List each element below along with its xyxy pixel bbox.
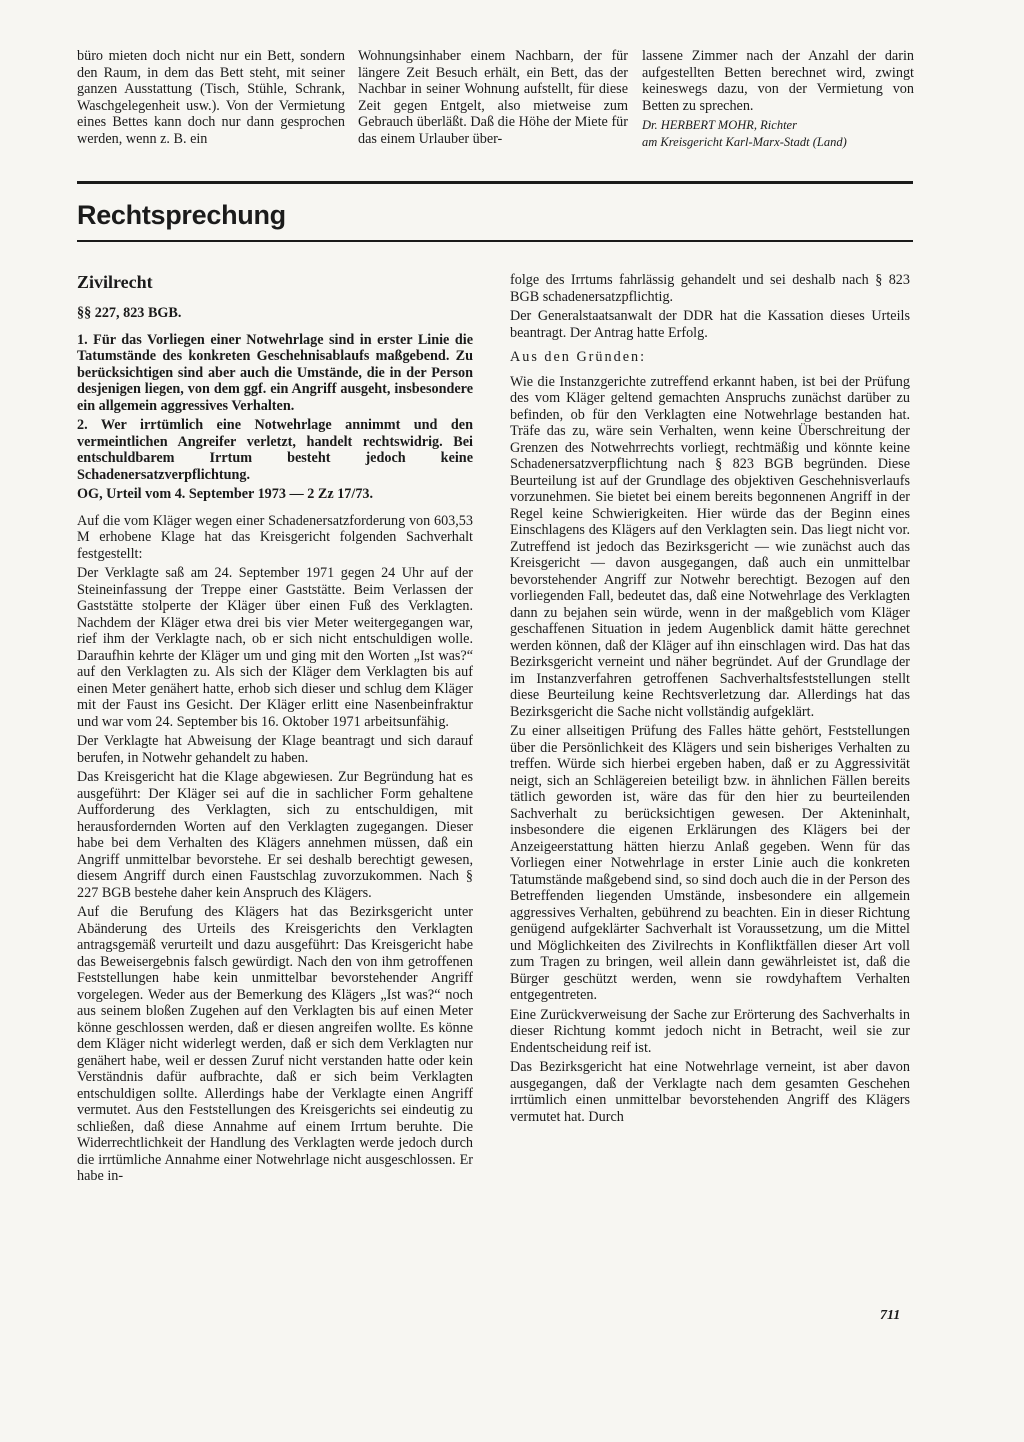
paragraph: Zu einer allseitigen Prüfung des Falles hätte gehört, Feststellungen über die Persönlichkeit des Klägers und sein bisheriges Verhalten zu treffen. Würde sich hierbei ergeben haben, daß er zu Aggressivität neigt, sich an Schlägereien beteiligt bzw. in ähnlichen Fällen bereits tätlich geworden ist, wäre das für den hier zu beurteilenden Sachverhalt zu berücksichtigen gewesen. Der Akteninhalt, insbesondere die eigenen Erklärungen des Klägers bei der Anzeigeerstattung hätten hierzu Anlaß gegeben. Wenn für das Vorliegen einer Notwehrlage in erster Linie auch die konkreten Tatumstände maßgebend sind, so sind doch auch die in der Person des Betreffenden liegenden Umstände, insbesondere ein allgemein aggressives Verhalten, gebührend zu beachten. Ein in dieser Richtung genügend aufgeklärter Sachverhalt ist Voraussetzung, um die Mittel und Möglichkeiten des Zivilrechts in Konfliktfällen dieser Art voll zum Tragen zu bringen, weil allein dann gewährleistet ist, daß die Bürger geschützt werden, wenn sie rowdyhaftem Verhalten entgegentreten. bbox=[510, 723, 910, 1003]
headnote-1: 1. Für das Vorliegen einer Notwehrlage sind in erster Linie die Tatumstände des konkreten Geschehnisablaufs maßgebend. Zu berücksichtigen sind aber auch die Umstände, die in der Person desjenigen liegen, von dem ggf. ein Angriff ausgeht, insbesondere ein allgemein aggressives Verhalten. bbox=[77, 331, 473, 414]
paragraph: büro mieten doch nicht nur ein Bett, sondern den Raum, in dem das Bett steht, mit seiner ganzen Ausstattung (Tisch, Stühle, Schrank, Waschgelegenheit usw.). Von der Vermietung eines Bettes kann doch nur dann gesprochen werden, wenn z. B. ein bbox=[77, 48, 345, 147]
paragraph: Auf die Berufung des Klägers hat das Bezirksgericht unter Abänderung des Urteils des Kreisgerichts den Verklagten antragsgemäß verurteilt und dazu ausgeführt: Das Kreisgericht habe das Beweisergebnis falsch gewürdigt. Nach den von ihm getroffenen Feststellungen habe kein unmittelbar bevorstehender Angriff vorgelegen. Weder aus der Bemerkung des Klägers „Ist was?“ noch aus seinem bloßen Zugehen auf den Verklagten bis auf einen Meter könne geschlossen werden, daß er diesen angreifen wollte. Es könne dem Kläger nicht widerlegt werden, daß er sich dem Verklagten nur genähert habe, weil er dessen Zuruf nicht verstanden hatte oder kein Verständnis dafür aufbrachte, daß er sich beim Verklagten entschuldigen sollte. Allerdings habe der Verklagte einen Angriff vermutet. Aus den Feststellungen des Kreisgerichts sei eindeutig zu schließen, daß diese Annahme auf einem Irrtum beruhte. Die Widerrechtlichkeit der Handlung des Verklagten werde jedoch durch die irrtümliche Annahme einer Notwehrlage nicht ausgeschlossen. Er habe in- bbox=[77, 904, 473, 1184]
section-rule-bottom bbox=[77, 240, 913, 242]
paragraph: lassene Zimmer nach der Anzahl der darin aufgestellten Betten berechnet wird, zwingt keineswegs dazu, von der Vermietung von Betten zu sprechen. bbox=[642, 48, 914, 114]
section-rule-top bbox=[77, 181, 913, 184]
paragraph: Der Verklagte hat Abweisung der Klage beantragt und sich darauf berufen, in Notwehr gehandelt zu haben. bbox=[77, 733, 473, 766]
case-citation: OG, Urteil vom 4. September 1973 — 2 Zz 17/73. bbox=[77, 486, 374, 502]
statute-reference: §§ 227, 823 BGB. bbox=[77, 305, 182, 321]
paragraph: Das Bezirksgericht hat eine Notwehrlage verneint, ist aber davon ausgegangen, daß der Verklagte nach dem gesamten Geschehen irrtümlich einen unmittelbar bevorstehenden Angriff des Klägers vermutet hat. Durch bbox=[510, 1059, 910, 1125]
top-column-3 bbox=[642, 48, 914, 152]
section-title: Rechtsprechung bbox=[77, 200, 286, 230]
paragraph: Der Verklagte saß am 24. September 1971 gegen 24 Uhr auf der Steineinfassung der Treppe einer Gaststätte. Beim Verlassen der Gaststätte stolperte der Kläger über einen Fuß des Verklagten. Nachdem der Kläger etwa drei bis vier Meter weitergegangen war, rief ihm der Verklagte nach, ob er sich nicht entschuldigen wolle. Daraufhin kehrte der Kläger um und ging mit den Worten „Ist was?“ auf den Verklagten zu. Als sich der Kläger dem Verklagten bis auf einen Meter genähert hatte, erhob sich dieser und schlug dem Kläger mit der Faust ins Gesicht. Der Kläger erlitt eine Nasenbeinfraktur und war vom 24. September bis 16. Oktober 1971 arbeitsunfähig. bbox=[77, 565, 473, 730]
paragraph: Der Generalstaatsanwalt der DDR hat die Kassation dieses Urteils beantragt. Der Antrag hatte Erfolg. bbox=[510, 308, 910, 341]
top-column-1 bbox=[77, 48, 345, 150]
author-name: Dr. HERBERT MOHR, Richter bbox=[642, 118, 797, 132]
paragraph: Wohnungsinhaber einem Nachbarn, der für längere Zeit Besuch erhält, ein Bett, das der Nachbar in seiner Wohnung aufstellt, für diese Zeit gegen Entgelt, also mietweise zum Gebrauch überläßt. Daß die Höhe der Miete für das einem Urlauber über- bbox=[358, 48, 628, 147]
paragraph: Eine Zurückverweisung der Sache zur Erörterung des Sachverhalts in dieser Richtung kommt jedoch nicht in Betracht, weil sie zur Endentscheidung reif ist. bbox=[510, 1006, 910, 1056]
author-affiliation: am Kreisgericht Karl-Marx-Stadt (Land) bbox=[642, 135, 847, 149]
paragraph: Auf die vom Kläger wegen einer Schadenersatzforderung von 603,53 M erhobene Klage hat das Kreisgericht folgenden Sachverhalt festgestellt: bbox=[77, 512, 473, 562]
right-column bbox=[510, 272, 910, 1128]
paragraph: Wie die Instanzgerichte zutreffend erkannt haben, ist bei der Prüfung des vom Kläger geltend gemachten Anspruchs zunächst darüber zu befinden, ob für den Verklagten eine Notwehrlage bestanden hat. Träfe das zu, wäre sein Verhalten, wenn keine Überschreitung der Grenzen des Notwehrrechts vorliegt, rechtmäßig und könnte keine Schadenersatzverpflichtung nach § 823 BGB begründen. Diese Beurteilung ist auf der Grundlage des objektiven Geschehnisverlaufs vorzunehmen. Sie bietet bei einem bereits begonnenen Angriff in der Regel keine Schwierigkeiten. Hier würde das der Beginn eines Einschlagens des Klägers auf den Verklagten sein. Das liegt nicht vor. Zutreffend ist jedoch das Bezirksgericht — wie zunächst auch das Kreisgericht — davon ausgegangen, daß auch ein unmittelbar bevorstehender Angriff zur Notwehr berechtigt. Bezogen auf den vorliegenden Fall, bedeutet das, daß eine Notwehrlage des Verklagten dann zu bejahen sein würde, wenn in der maßgeblich vom Kläger geschaffenen Situation in jedem Augenblick damit hätte gerechnet werden können, daß der Kläger auf ihn einschlagen wird. Das hat das Bezirksgericht verneint und näher begründet. Auf der Grundlage der im Instanzverfahren getroffenen Sachverhaltsfeststellungen stellt diese Beurteilung keine Rechtsverletzung dar. Allerdings hat das Bezirksgericht die Sache nicht vollständig aufgeklärt. bbox=[510, 373, 910, 720]
subsection-title: Zivilrecht bbox=[77, 272, 153, 292]
left-column bbox=[77, 305, 473, 1188]
headnote-2: 2. Wer irrtümlich eine Notwehrlage annimmt und den vermeintlichen Angreifer verletzt, handelt rechtswidrig. Bei entschuldbarem Irrtum besteht jedoch keine Schadenersatzverpflichtung. bbox=[77, 417, 473, 483]
top-column-2 bbox=[358, 48, 628, 150]
paragraph: Das Kreisgericht hat die Klage abgewiesen. Zur Begründung hat es ausgeführt: Der Kläger sei auf die in sachlicher Form gehaltene Aufforderung des Verklagten, sich zu entschuldigen, mit herausfordernden Worten auf den Verklagten zugegangen. Dieser habe bei dem Verhalten des Klägers annehmen müssen, daß ein Angriff unmittelbar bevorstehe. Er sei deshalb berechtigt gewesen, diesem Angriff durch einen Faustschlag zuvorzukommen. Nach § 227 BGB bestehe daher kein Anspruch des Klägers. bbox=[77, 769, 473, 901]
paragraph: folge des Irrtums fahrlässig gehandelt und sei deshalb nach § 823 BGB schadenersatzpflichtig. bbox=[510, 272, 910, 305]
grounds-heading: Aus den Gründen: bbox=[510, 349, 647, 365]
page-number: 711 bbox=[880, 1308, 901, 1323]
